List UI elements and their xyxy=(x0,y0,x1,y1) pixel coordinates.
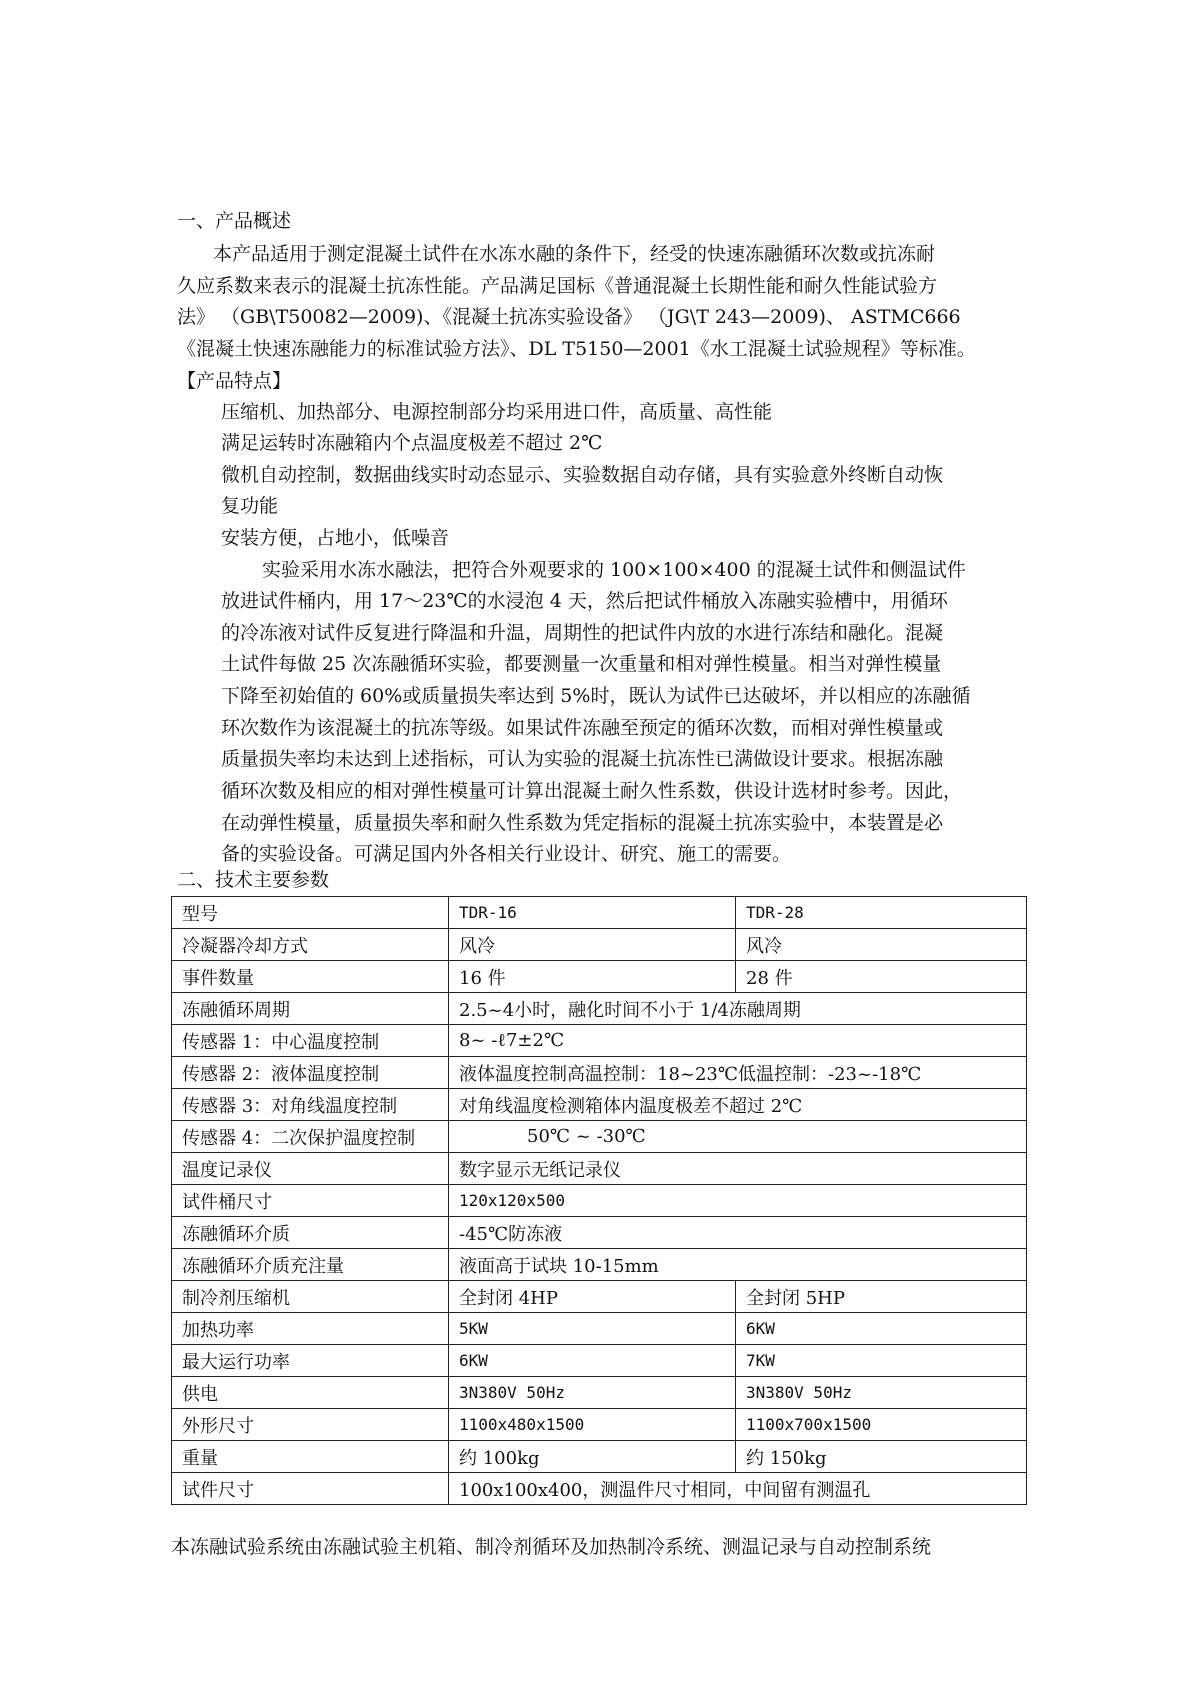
method-line: 备的实验设备。可满足国内外各相关行业设计、研究、施工的需要。 xyxy=(221,843,792,865)
spec-value-shared: 50℃ ~ -30℃ xyxy=(449,1121,1027,1153)
table-row xyxy=(172,1441,1027,1473)
table-row xyxy=(172,897,1027,929)
spec-value-tdr16: 约 100kg xyxy=(449,1441,736,1473)
table-row xyxy=(172,1249,1027,1281)
spec-label: 重量 xyxy=(172,1441,449,1473)
table-row xyxy=(172,1089,1027,1121)
table-row xyxy=(172,1313,1027,1345)
spec-value-tdr16: 全封闭 4HP xyxy=(449,1281,736,1313)
section-heading-specs: 二、技术主要参数 xyxy=(177,869,330,891)
table-row xyxy=(172,1153,1027,1185)
section-heading-overview: 一、产品概述 xyxy=(177,210,292,232)
spec-label: 冻融循环周期 xyxy=(172,993,449,1025)
spec-value-shared: 液体温度控制高温控制：18~23℃低温控制：-23~-18℃ xyxy=(449,1057,1027,1089)
spec-label: 型号 xyxy=(172,897,449,929)
spec-label: 试件桶尺寸 xyxy=(172,1185,449,1217)
table-row xyxy=(172,961,1027,993)
footer-text: 本冻融试验系统由冻融试验主机箱、制冷剂循环及加热制冷系统、测温记录与自动控制系统 xyxy=(171,1536,932,1558)
features-title: 【产品特点】 xyxy=(177,370,292,392)
spec-label: 冷凝器冷却方式 xyxy=(172,929,449,961)
spec-value-shared: 8~ -ℓ7±2℃ xyxy=(449,1025,1027,1057)
spec-value-tdr28: 3N380V 50Hz xyxy=(736,1377,1027,1409)
feature-item: 满足运转时冻融箱内个点温度极差不超过 2℃ xyxy=(221,432,603,454)
method-line: 在动弹性模量，质量损失率和耐久性系数为凭定指标的混凝土抗冻实验中，本装置是必 xyxy=(221,812,944,834)
spec-value-tdr28: 28 件 xyxy=(736,961,1027,993)
table-row xyxy=(172,929,1027,961)
method-line: 实验采用水冻水融法，把符合外观要求的 100×100×400 的混凝土试件和侧温试件 xyxy=(262,559,966,581)
spec-table xyxy=(171,896,1027,1505)
spec-value-shared: 数字显示无纸记录仪 xyxy=(449,1153,1027,1185)
table-row xyxy=(172,1217,1027,1249)
spec-value-tdr16: 风冷 xyxy=(449,929,736,961)
table-row xyxy=(172,1121,1027,1153)
spec-value-tdr16: 1100x480x1500 xyxy=(449,1409,736,1441)
spec-label: 传感器 4：二次保护温度控制 xyxy=(172,1121,449,1153)
spec-value-tdr16: 16 件 xyxy=(449,961,736,993)
table-row xyxy=(172,1345,1027,1377)
spec-label: 外形尺寸 xyxy=(172,1409,449,1441)
intro-line: 法》 （GB\T50082—2009)、《混凝土抗冻实验设备》 （JG\T 243—2009)、 ASTMC666 xyxy=(177,306,961,328)
spec-value-tdr28: 7KW xyxy=(736,1345,1027,1377)
spec-value-shared: 对角线温度检测箱体内温度极差不超过 2℃ xyxy=(449,1089,1027,1121)
method-line: 土试件每做 25 次冻融循环实验，都要测量一次重量和相对弹性模量。相当对弹性模量 xyxy=(221,653,942,675)
spec-value-tdr16: 6KW xyxy=(449,1345,736,1377)
table-row xyxy=(172,993,1027,1025)
method-line: 质量损失率均未达到上述指标，可认为实验的混凝土抗冻性已满做设计要求。根据冻融 xyxy=(221,748,944,770)
spec-value-tdr28: 风冷 xyxy=(736,929,1027,961)
table-row xyxy=(172,1409,1027,1441)
spec-value-tdr28: TDR-28 xyxy=(736,897,1027,929)
spec-value-tdr16: 5KW xyxy=(449,1313,736,1345)
spec-label: 事件数量 xyxy=(172,961,449,993)
table-row xyxy=(172,1377,1027,1409)
spec-label: 加热功率 xyxy=(172,1313,449,1345)
spec-value-shared: -45℃防冻液 xyxy=(449,1217,1027,1249)
table-row xyxy=(172,1057,1027,1089)
spec-value-tdr28: 6KW xyxy=(736,1313,1027,1345)
spec-value-tdr28: 1100x700x1500 xyxy=(736,1409,1027,1441)
feature-item: 压缩机、加热部分、电源控制部分均采用进口件，高质量、高性能 xyxy=(221,401,773,423)
spec-value-tdr28: 约 150kg xyxy=(736,1441,1027,1473)
method-line: 的冷冻液对试件反复进行降温和升温，周期性的把试件内放的水进行冻结和融化。混凝 xyxy=(221,622,944,644)
spec-label: 传感器 2：液体温度控制 xyxy=(172,1057,449,1089)
spec-label: 温度记录仪 xyxy=(172,1153,449,1185)
method-line: 下降至初始值的 60%或质量损失率达到 5%时，既认为试件已达破坏，并以相应的冻融循 xyxy=(221,685,971,707)
method-line: 环次数作为该混凝土的抗冻等级。如果试件冻融至预定的循环次数，而相对弹性模量或 xyxy=(221,717,944,739)
spec-value-tdr16: TDR-16 xyxy=(449,897,736,929)
feature-item: 复功能 xyxy=(221,495,279,517)
table-row xyxy=(172,1185,1027,1217)
feature-item: 安装方便，占地小，低噪音 xyxy=(221,527,450,549)
table-row xyxy=(172,1281,1027,1313)
spec-value-shared: 液面高于试块 10-15mm xyxy=(449,1249,1027,1281)
intro-line: 本产品适用于测定混凝土试件在水冻水融的条件下，经受的快速冻融循环次数或抗冻耐 xyxy=(213,243,936,265)
table-row xyxy=(172,1473,1027,1505)
spec-label: 传感器 1：中心温度控制 xyxy=(172,1025,449,1057)
intro-line: 《混凝土快速冻融能力的标准试验方法》、DL T5150—2001《水工混凝土试验规程》等标准。 xyxy=(177,338,976,360)
spec-value-tdr28: 全封闭 5HP xyxy=(736,1281,1027,1313)
spec-value-shared: 120x120x500 xyxy=(449,1185,1027,1217)
spec-label: 制冷剂压缩机 xyxy=(172,1281,449,1313)
spec-label: 传感器 3：对角线温度控制 xyxy=(172,1089,449,1121)
feature-item: 微机自动控制，数据曲线实时动态显示、实验数据自动存储，具有实验意外终断自动恢 xyxy=(221,464,944,486)
method-line: 循环次数及相应的相对弹性模量可计算出混凝土耐久性系数，供设计选材时参考。因此， xyxy=(221,780,963,802)
table-row xyxy=(172,1025,1027,1057)
spec-value-shared: 100x100x400，测温件尺寸相同，中间留有测温孔 xyxy=(449,1473,1027,1505)
spec-label: 最大运行功率 xyxy=(172,1345,449,1377)
intro-line: 久应系数来表示的混凝土抗冻性能。产品满足国标《普通混凝土长期性能和耐久性能试验方 xyxy=(177,275,938,297)
spec-label: 冻融循环介质充注量 xyxy=(172,1249,449,1281)
spec-value-shared: 2.5~4小时，融化时间不小于 1/4冻融周期 xyxy=(449,993,1027,1025)
spec-label: 试件尺寸 xyxy=(172,1473,449,1505)
spec-label: 供电 xyxy=(172,1377,449,1409)
method-line: 放进试件桶内，用 17～23℃的水浸泡 4 天，然后把试件桶放入冻融实验槽中，用循环 xyxy=(221,590,948,612)
spec-label: 冻融循环介质 xyxy=(172,1217,449,1249)
spec-value-tdr16: 3N380V 50Hz xyxy=(449,1377,736,1409)
